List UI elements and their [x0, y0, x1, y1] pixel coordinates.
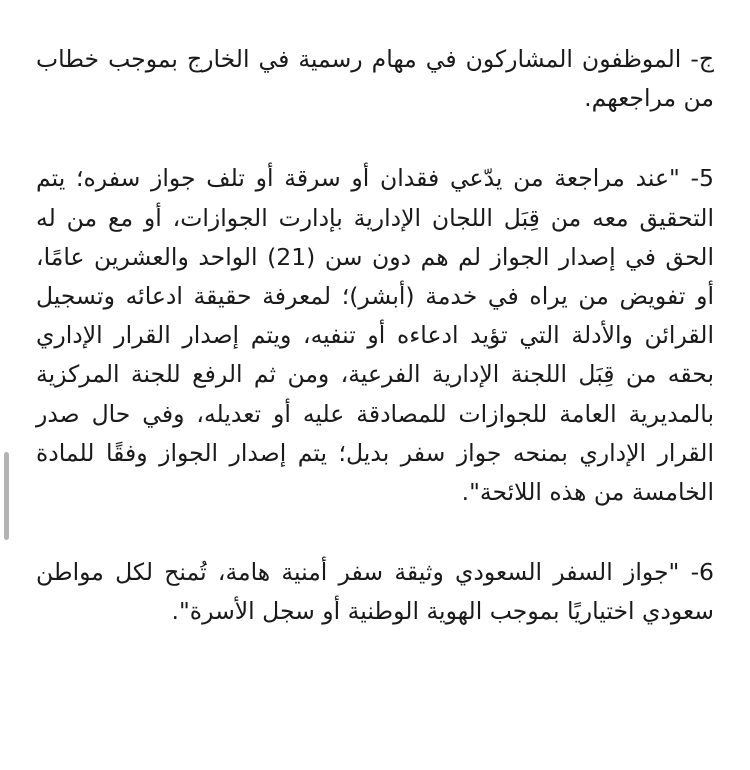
- paragraph-5: 5- "عند مراجعة من يدّعي فقدان أو سرقة أو تلف جواز سفره؛ يتم التحقيق معه من قِبَل اللجان الإدارية بإدارت الجوازات، أو مع من له الحق في إصدار الجواز لم هم دون سن (21) الواحد والعشرين عامًا، أو تفويض من يراه في خدمة (أبشر)؛ لمعرفة حقيقة ادعائه وتسجيل القرائن والأدلة التي تؤيد ادعاءه أو تنفيه، ويتم إصدار القرار الإداري بحقه من قِبَل اللجنة الإدارية الفرعية، ومن ثم الرفع للجنة المركزية بالمديرية العامة للجوازات للمصادقة عليه أو تعديله، وفي حال صدر القرار الإداري بمنحه جواز سفر بديل؛ يتم إصدار الجواز وفقًا للمادة الخامسة من هذه اللائحة".: [36, 164, 714, 507]
- paragraph-6: 6- "جواز السفر السعودي وثيقة سفر أمنية هامة، تُمنح لكل مواطن سعودي اختياريًا بموجب الهوية الوطنية أو سجل الأسرة".: [36, 558, 714, 626]
- article-body: [36, 40, 714, 632]
- paragraph-c: ج- الموظفون المشاركون في مهام رسمية في الخارج بموجب خطاب من مراجعهم.: [36, 45, 714, 113]
- scrollbar-thumb[interactable]: [4, 452, 9, 540]
